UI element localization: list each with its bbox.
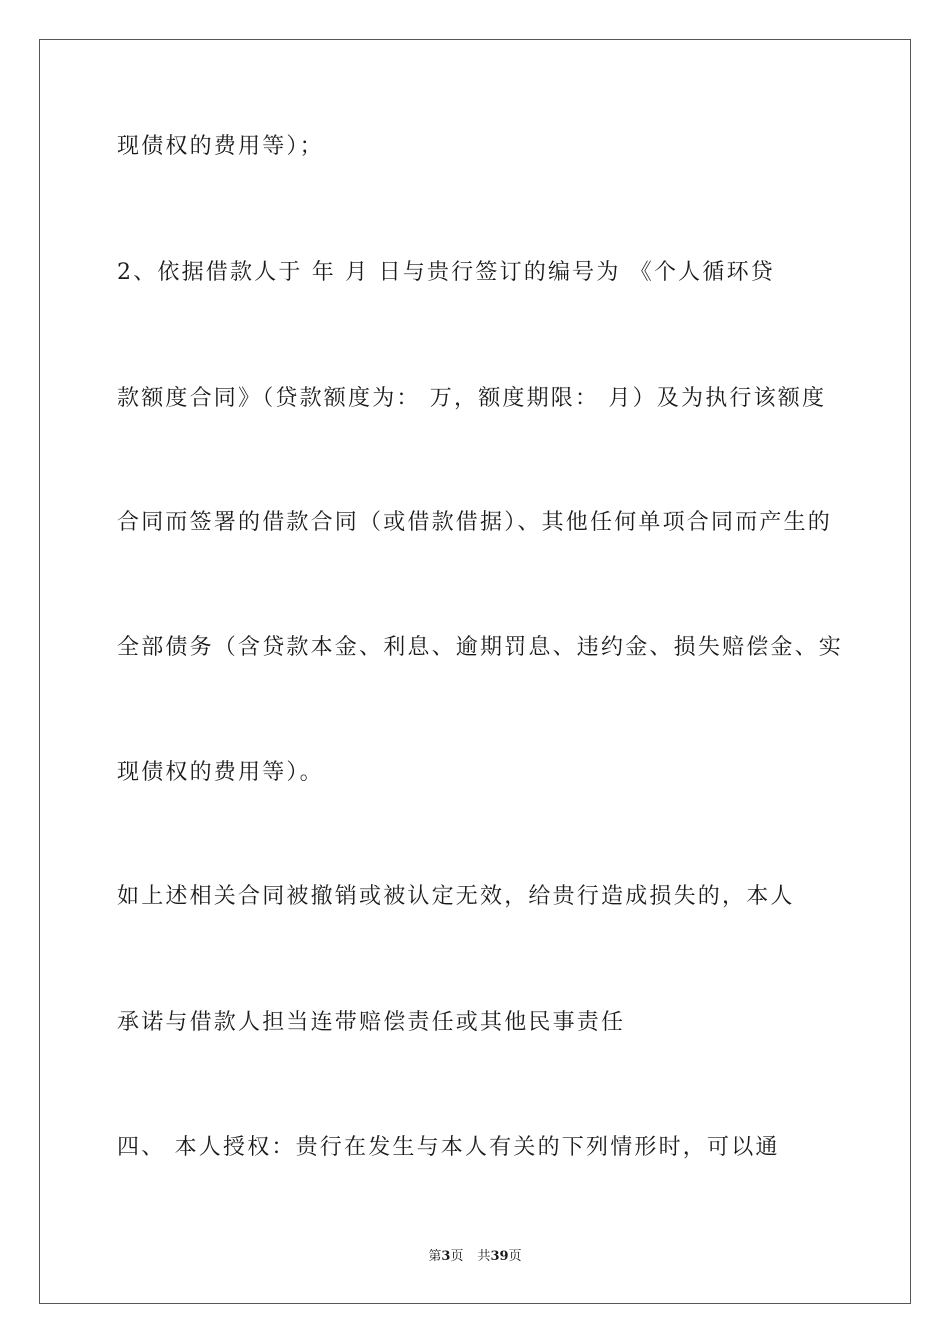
- text-line-7: 如上述相关合同被撤销或被认定无效，给贵行造成损失的，本人: [117, 884, 795, 909]
- page-prefix: 第: [428, 1249, 442, 1264]
- text-line-5: 全部债务（含贷款本金、利息、逾期罚息、违约金、损失赔偿金、实: [117, 635, 844, 660]
- text-line-2: 2、依据借款人于 年 月 日与贵行签订的编号为 《个人循环贷: [117, 260, 775, 285]
- total-pages: 39: [490, 1249, 509, 1264]
- page-suffix: 页: [450, 1249, 464, 1264]
- text-line-8: 承诺与借款人担当连带赔偿责任或其他民事责任: [117, 1010, 626, 1035]
- text-line-1: 现债权的费用等）；: [117, 134, 324, 159]
- text-line-6: 现债权的费用等）。: [117, 760, 324, 785]
- text-line-4: 合同而签署的借款合同（或借款借据）、其他任何单项合同而产生的: [117, 510, 833, 535]
- text-line-3: 款额度合同》（贷款额度为： 万，额度期限： 月）及为执行该额度: [117, 386, 827, 411]
- total-prefix: 共: [477, 1249, 491, 1264]
- page-footer: [0, 1248, 950, 1266]
- page-border: [39, 39, 911, 1304]
- total-suffix: 页: [508, 1249, 522, 1264]
- text-line-9: 四、 本人授权：贵行在发生与本人有关的下列情形时，可以通: [117, 1135, 780, 1160]
- page-number: 3: [441, 1249, 451, 1264]
